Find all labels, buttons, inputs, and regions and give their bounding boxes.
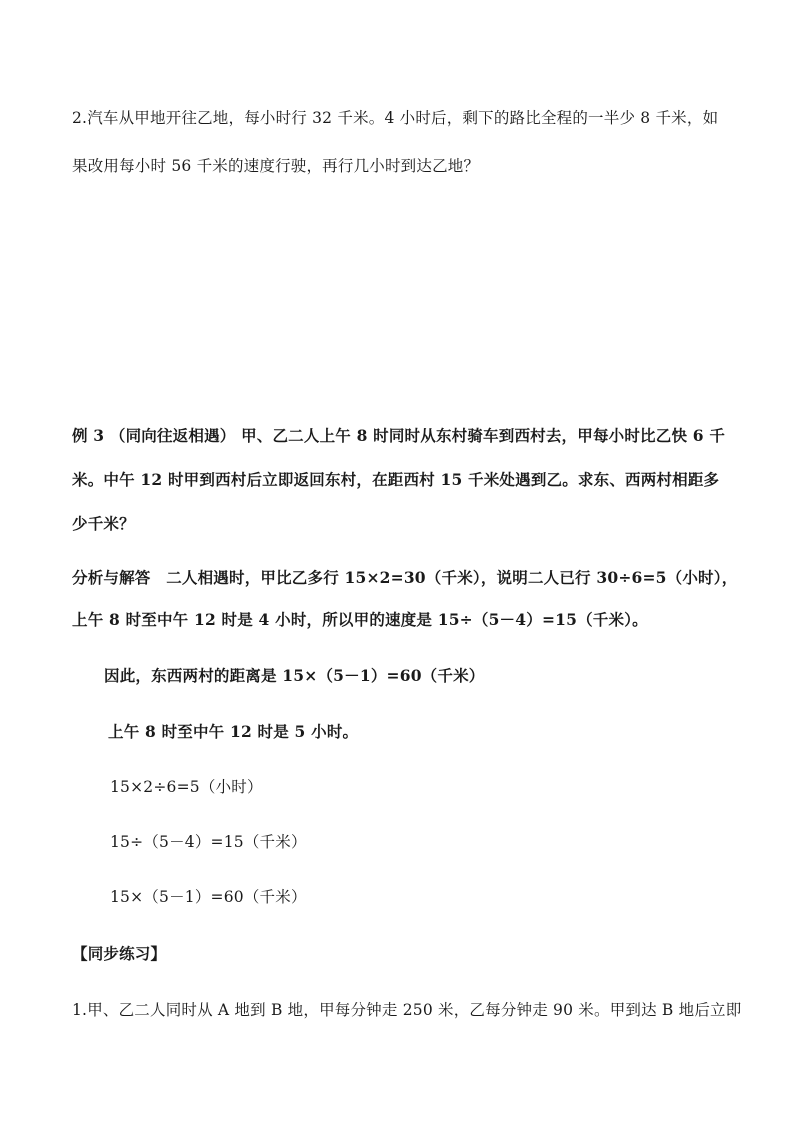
calculation-step-3: 15×（5－1）=60（千米） — [110, 888, 307, 906]
example-3-line-3: 少千米？ — [72, 514, 135, 533]
example-3-line-1: 例 3 （同向往返相遇） 甲、乙二人上午 8 时同时从东村骑车到西村去，甲每小时比乙快 6 千 — [72, 426, 726, 445]
practice-heading: 【同步练习】 — [72, 944, 167, 963]
problem-2-line-2: 果改用每小时 56 千米的速度行驶，再行几小时到达乙地？ — [72, 157, 480, 175]
calculation-step-1: 15×2÷6=5（小时） — [110, 778, 263, 796]
practice-question-1-line-1: 1.甲、乙二人同时从 A 地到 B 地，甲每分钟走 250 米，乙每分钟走 90 米。甲到达 B 地后立即 — [72, 1001, 742, 1019]
example-3-line-2: 米。中午 12 时甲到西村后立即返回东村，在距西村 15 千米处遇到乙。求东、西两村相距多 — [72, 470, 720, 489]
problem-2-line-1: 2.汽车从甲地开往乙地，每小时行 32 千米。4 小时后，剩下的路比全程的一半少 8 千米，如 — [72, 109, 719, 127]
analysis-line-2: 上午 8 时至中午 12 时是 4 小时，所以甲的速度是 15÷（5－4）=15（千米）。 — [72, 610, 648, 629]
calculation-step-2: 15÷（5－4）=15（千米） — [110, 833, 307, 851]
analysis-conclusion: 因此，东西两村的距离是 15×（5－1）=60（千米） — [104, 666, 485, 685]
analysis-note: 上午 8 时至中午 12 时是 5 小时。 — [108, 722, 359, 741]
analysis-line-1: 分析与解答 二人相遇时，甲比乙多行 15×2=30（千米），说明二人已行 30÷6=5（小时）， — [72, 568, 738, 587]
